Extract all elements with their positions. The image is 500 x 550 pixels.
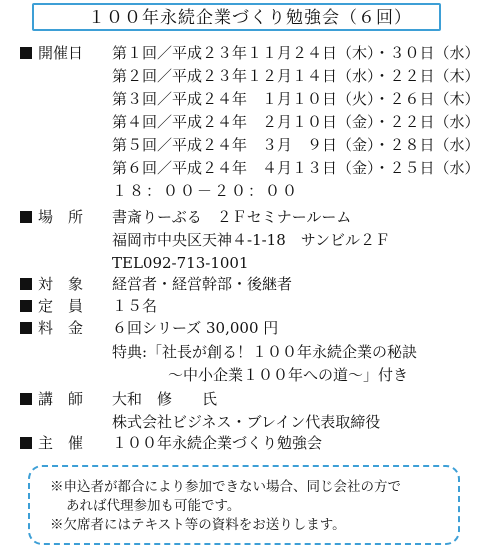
- note-line-2: あれば代理参加も可能です。: [66, 498, 241, 514]
- organizer-label: 主 催: [38, 434, 84, 452]
- note-line-3: ※欠席者にはテキスト等の資料をお送りします。: [50, 517, 346, 533]
- bullet-dates: [20, 47, 32, 59]
- fee-bonus-line-1: 特典:「社長が創る！１００年永続企業の秘訣: [112, 343, 418, 361]
- venue-name: 書斎りーぶる ２Ｆセミナールーム: [112, 208, 352, 226]
- fee-value: ６回シリーズ 30,000 円: [112, 319, 279, 337]
- organizer-value: １００年永続企業づくり勉強会: [112, 434, 323, 452]
- title-box: [32, 3, 441, 31]
- fee-label: 料 金: [38, 319, 84, 337]
- date-line-3: 第３回／平成２４年 １月１０日（火）・２６日（木）: [112, 90, 480, 108]
- lecturer-title: 株式会社ビジネス・ブレイン代表取締役: [112, 413, 381, 431]
- venue-label: 場 所: [38, 208, 84, 226]
- note-line-1: ※申込者が都合により参加できない場合、同じ会社の方で: [50, 479, 401, 495]
- bullet-venue: [20, 211, 32, 223]
- venue-tel: TEL092-713-1001: [112, 254, 249, 272]
- capacity-value: １５名: [112, 297, 158, 315]
- date-line-1: 第１回／平成２３年１１月２４日（木）・３０日（水）: [112, 44, 480, 62]
- notes-box: [28, 465, 460, 545]
- date-line-6: 第６回／平成２４年 ４月１３日（金）・２５日（水）: [112, 159, 480, 177]
- date-line-5: 第５回／平成２４年 ３月 ９日（金）・２８日（水）: [112, 136, 480, 154]
- dates-label: 開催日: [38, 44, 84, 62]
- page-title: １００年永続企業づくり勉強会（６回）: [88, 8, 412, 28]
- target-label: 対 象: [38, 275, 84, 293]
- bullet-target: [20, 278, 32, 290]
- venue-address: 福岡市中央区天神４-1-18 サンビル２Ｆ: [112, 231, 391, 249]
- lecturer-label: 講 師: [38, 390, 84, 408]
- date-line-4: 第４回／平成２４年 ２月１０日（金）・２２日（水）: [112, 113, 480, 131]
- bullet-fee: [20, 322, 32, 334]
- date-line-2: 第２回／平成２３年１２月１４日（水）・２２日（木）: [112, 67, 480, 85]
- bullet-organizer: [20, 437, 32, 449]
- fee-bonus-line-2: 〜中小企業１００年への道〜」付き: [168, 366, 409, 384]
- bullet-lecturer: [20, 393, 32, 405]
- capacity-label: 定 員: [38, 297, 84, 315]
- target-value: 経営者・経営幹部・後継者: [112, 275, 293, 293]
- bullet-capacity: [20, 300, 32, 312]
- lecturer-name: 大和 修 氏: [112, 390, 218, 408]
- time-range: １８：００－２０：００: [112, 182, 300, 200]
